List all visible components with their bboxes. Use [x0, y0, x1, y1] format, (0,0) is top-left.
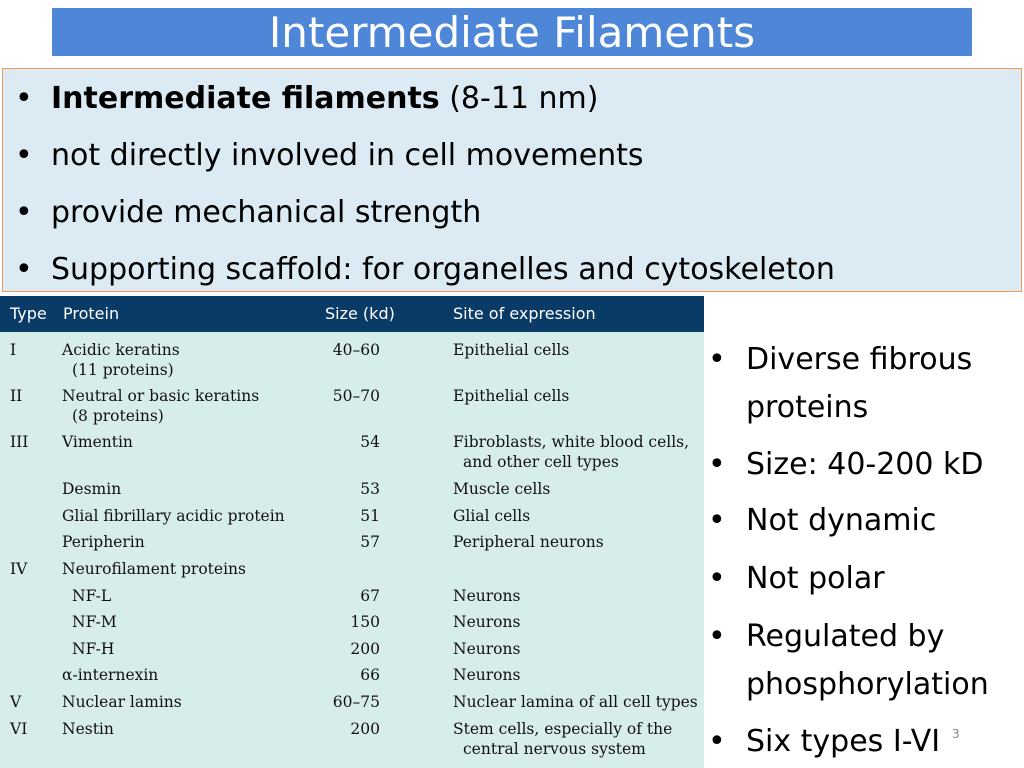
header-type: Type — [10, 304, 47, 323]
size-cell: 53 — [360, 480, 380, 498]
side-bullet-6-text: Six types I-VI — [746, 724, 941, 759]
side-bullet-5 — [708, 613, 1018, 709]
bullet-icon: • — [708, 561, 726, 596]
size-cell: 150 — [350, 613, 380, 631]
size-cell: 50–70 — [332, 387, 380, 405]
protein-cell-line2: (11 proteins) — [72, 361, 174, 379]
intro-bullet-2-text: not directly involved in cell movements — [51, 138, 644, 173]
type-cell: IV — [10, 560, 28, 578]
intro-bullet-3 — [15, 195, 481, 231]
intro-bullet-4 — [15, 252, 835, 288]
protein-cell: Nestin — [62, 720, 114, 738]
site-cell: Neurons — [453, 613, 521, 631]
bullet-icon: • — [708, 503, 726, 538]
intro-bullet-1-rest: (8-11 nm) — [439, 81, 599, 116]
type-cell: III — [10, 433, 29, 451]
site-cell: Neurons — [453, 587, 521, 605]
header-site: Site of expression — [453, 304, 596, 323]
bullet-icon: • — [708, 724, 726, 759]
protein-cell: Peripherin — [62, 533, 145, 551]
header-size: Size (kd) — [325, 304, 395, 323]
site-cell: Peripheral neurons — [453, 533, 604, 551]
protein-cell: Acidic keratins — [62, 341, 180, 359]
site-cell: Neurons — [453, 640, 521, 658]
protein-cell: NF-M — [72, 613, 117, 631]
protein-cell: Glial fibrillary acidic protein — [62, 507, 285, 525]
bullet-icon: • — [708, 342, 726, 377]
size-cell: 200 — [350, 720, 380, 738]
bullet-icon: • — [15, 81, 33, 116]
side-bullet-1 — [708, 336, 1018, 432]
side-bullet-6 — [708, 718, 1018, 766]
type-cell: II — [10, 387, 23, 405]
size-cell: 200 — [350, 640, 380, 658]
intro-bullet-1-bold: Intermediate filaments — [51, 81, 440, 116]
intro-bullet-4-text: Supporting scaffold: for organelles and cytoskeleton — [51, 252, 835, 287]
site-cell: Nuclear lamina of all cell types — [453, 693, 698, 711]
type-cell: V — [10, 693, 22, 711]
site-cell-line2: central nervous system — [463, 740, 646, 758]
protein-cell: Nuclear lamins — [62, 693, 182, 711]
protein-cell: Desmin — [62, 480, 122, 498]
type-cell: VI — [10, 720, 28, 738]
size-cell: 57 — [360, 533, 380, 551]
bullet-icon: • — [15, 252, 33, 287]
site-cell: Epithelial cells — [453, 387, 570, 405]
site-cell: Fibroblasts, white blood cells, — [453, 433, 690, 451]
header-protein: Protein — [63, 304, 120, 323]
side-bullet-4-text: Not polar — [746, 561, 885, 596]
site-cell: Neurons — [453, 666, 521, 684]
side-bullet-1-text: Diverse fibrous proteins — [746, 342, 973, 425]
site-cell: Glial cells — [453, 507, 531, 525]
intro-bullet-3-text: provide mechanical strength — [51, 195, 482, 230]
side-bullet-4 — [708, 555, 1018, 603]
size-cell: 60–75 — [332, 693, 380, 711]
bullet-icon: • — [15, 138, 33, 173]
type-cell: I — [10, 341, 17, 359]
size-cell: 66 — [360, 666, 380, 684]
intro-bullet-1 — [15, 81, 598, 117]
page-number: 3 — [952, 727, 960, 741]
table-header — [0, 296, 704, 332]
protein-cell: Neutral or basic keratins — [62, 387, 260, 405]
bullet-icon: • — [708, 447, 726, 482]
slide-title: Intermediate Filaments — [52, 8, 972, 56]
filament-table — [0, 296, 704, 768]
size-cell: 54 — [360, 433, 380, 451]
protein-cell: Vimentin — [62, 433, 133, 451]
site-cell: Muscle cells — [453, 480, 551, 498]
side-bullet-2-text: Size: 40-200 kD — [746, 447, 984, 482]
bullet-icon: • — [15, 195, 33, 230]
protein-cell-line2: (8 proteins) — [72, 407, 164, 425]
side-bullet-2 — [708, 441, 1018, 489]
size-cell: 40–60 — [332, 341, 380, 359]
protein-cell: NF-L — [72, 587, 112, 605]
site-cell: Epithelial cells — [453, 341, 570, 359]
size-cell: 67 — [360, 587, 380, 605]
side-bullet-5-text: Regulated by phosphorylation — [746, 619, 989, 702]
size-cell: 51 — [360, 507, 380, 525]
bullet-icon: • — [708, 619, 726, 654]
intro-bullet-box — [2, 68, 1022, 292]
protein-cell: NF-H — [72, 640, 115, 658]
intro-bullet-2 — [15, 138, 644, 174]
site-cell: Stem cells, especially of the — [453, 720, 673, 738]
side-bullet-3-text: Not dynamic — [746, 503, 937, 538]
side-bullet-3 — [708, 497, 1018, 545]
site-cell-line2: and other cell types — [463, 453, 619, 471]
protein-cell: Neurofilament proteins — [62, 560, 246, 578]
protein-cell: α-internexin — [62, 666, 159, 684]
